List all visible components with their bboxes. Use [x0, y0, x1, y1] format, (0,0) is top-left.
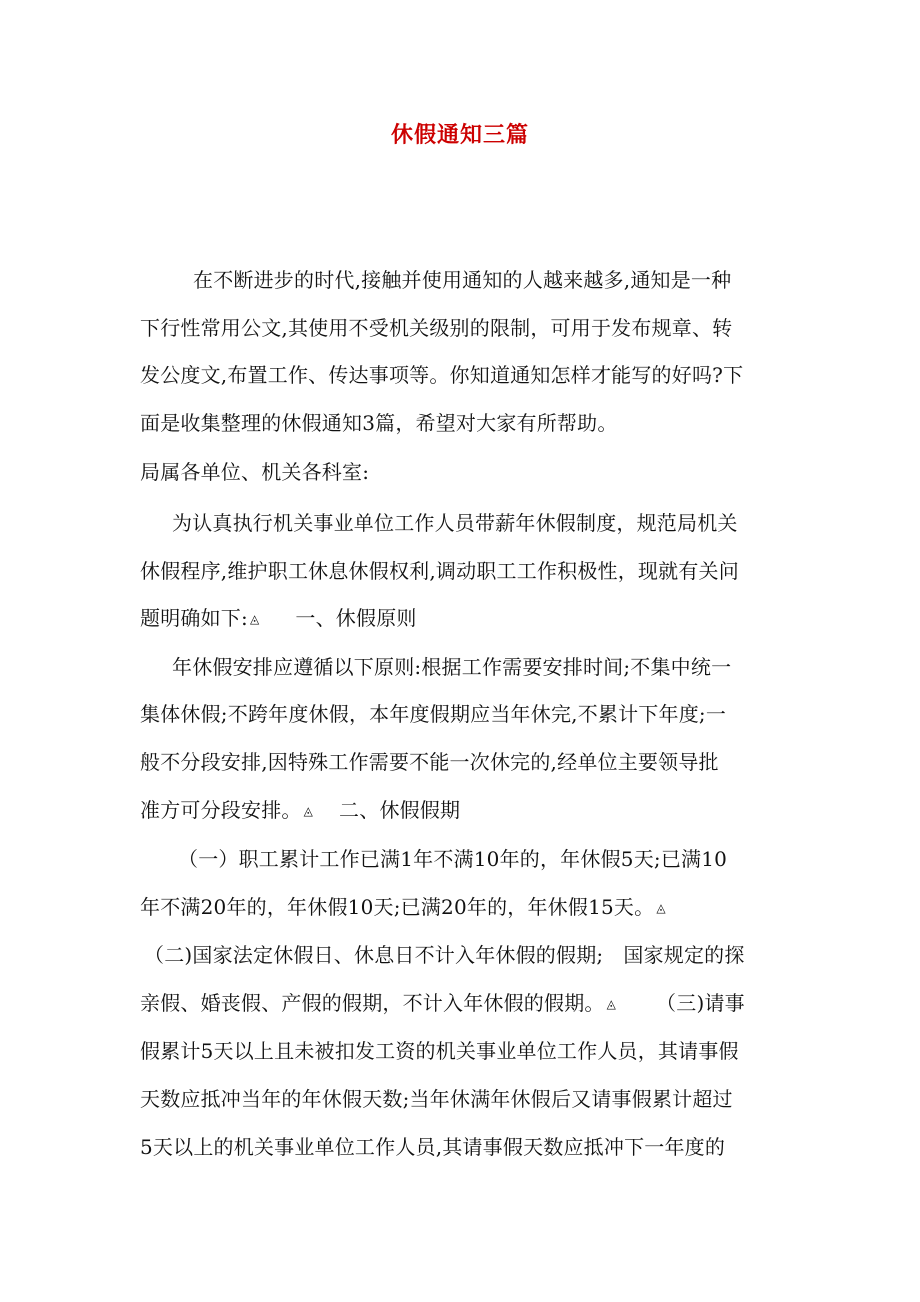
- paragraph-line: [140, 604, 417, 633]
- paragraph-line: 5天以上的机关事业单位工作人员,其请事假天数应抵冲下一年度的: [140, 1135, 726, 1159]
- section-heading: 一、休假原则: [295, 606, 417, 630]
- paragraph-line: [144, 941, 745, 969]
- paragraph-line: 天数应抵冲当年的年休假天数;当年休满年休假后又请事假累计超过: [140, 1087, 733, 1111]
- paragraph-line: [140, 989, 745, 1018]
- salutation-line: 局属各单位、机关各科室:: [140, 460, 370, 484]
- section-mark-icon: ◬: [606, 997, 617, 1011]
- paragraph-line: 面是收集整理的休假通知3篇，希望对大家有所帮助。: [140, 411, 618, 435]
- paragraph-line: 发公度文,布置工作、传达事项等。你知道通知怎样才能写的好吗?下: [140, 363, 744, 387]
- section-mark-icon: ◬: [656, 901, 666, 915]
- paragraph-text: 国家规定的探: [623, 943, 745, 967]
- document-title: 休假通知三篇: [390, 122, 529, 148]
- paragraph-text: （三)请事: [656, 991, 745, 1015]
- paragraph-line: [140, 893, 668, 922]
- paragraph-line: 般不分段安排,因特殊工作需要不能一次休完的,经单位主要领导批: [140, 750, 719, 774]
- paragraph-line: （一）职工累计工作已满1年不满10年的，年休假5天;已满10: [178, 847, 728, 871]
- section-heading: 二、休假假期: [339, 798, 461, 822]
- paragraph-line: 在不断进步的时代,接触并使用通知的人越来越多,通知是一种: [193, 268, 732, 292]
- paragraph-text: 题明确如下:: [140, 606, 248, 630]
- paragraph-text: 年不满20年的，年休假10天;已满20年的，年休假15天。: [140, 895, 655, 919]
- paragraph-line: 假累计5天以上且未被扣发工资的机关事业单位工作人员，其请事假: [140, 1039, 739, 1063]
- paragraph-line: [140, 796, 460, 825]
- paragraph-line: 为认真执行机关事业单位工作人员带薪年休假制度，规范局机关: [172, 511, 738, 535]
- paragraph-line: 下行性常用公文,其使用不受机关级别的限制，可用于发布规章、转: [140, 316, 733, 340]
- paragraph-line: 年休假安排应遵循以下原则:根据工作需要安排时间;不集中统一: [172, 655, 732, 679]
- paragraph-line: 休假程序,维护职工休息休假权利,调动职工工作积极性，现就有关问: [140, 559, 739, 583]
- paragraph-text: （二)国家法定休假日、休息日不计入年休假的假期;: [144, 943, 604, 967]
- paragraph-line: 集体休假;不跨年度休假，本年度假期应当年休完,不累计下年度;一: [140, 702, 727, 726]
- paragraph-text: 亲假、婚丧假、产假的假期，不计入年休假的假期。: [140, 991, 605, 1015]
- paragraph-text: 准方可分段安排。: [140, 798, 302, 822]
- section-mark-icon: ◬: [303, 804, 314, 818]
- section-mark-icon: ◬: [249, 612, 260, 626]
